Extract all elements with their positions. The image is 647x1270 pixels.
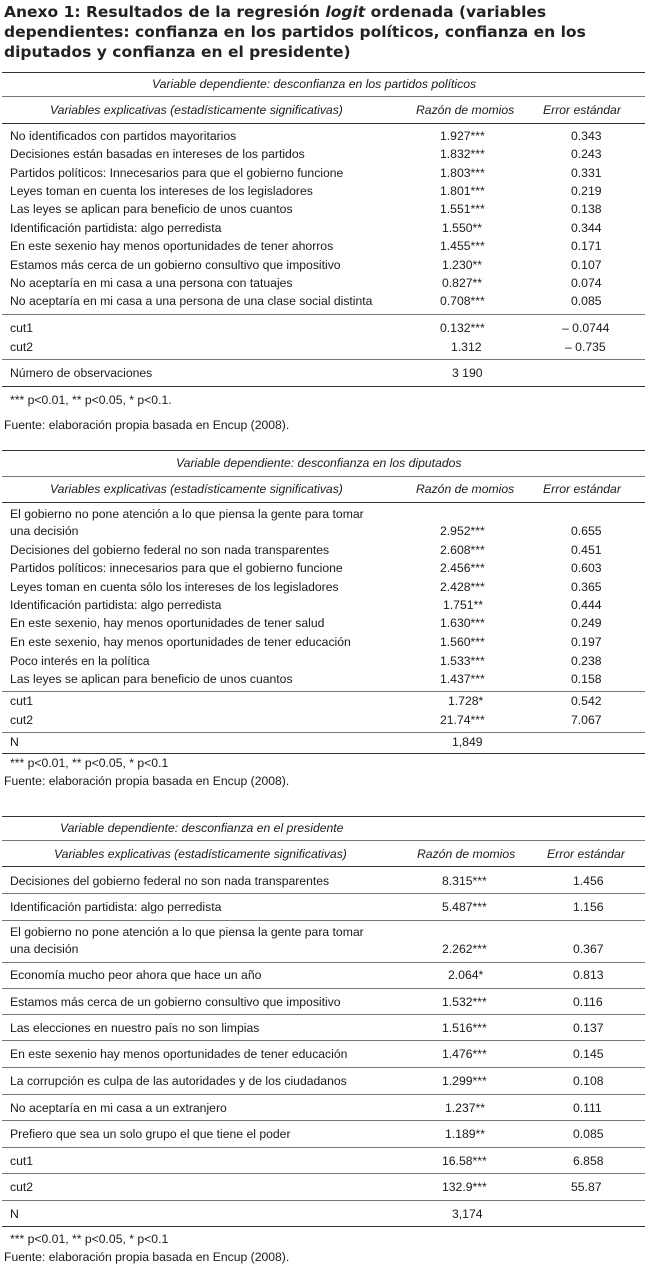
source-note: Fuente: elaboración propia basada en Encup (2008). <box>4 418 290 432</box>
col-header-odds: Razón de momios <box>416 482 515 496</box>
table-caption: Variable dependiente: desconfianza en los partidos políticos <box>152 77 477 91</box>
col-header-se: Error estándar <box>547 847 625 861</box>
annex-title <box>4 2 644 62</box>
col-header-odds: Razón de momios <box>417 847 516 861</box>
significance-note: *** p<0.01, ** p<0.05, * p<0.1 <box>10 1232 169 1246</box>
col-header-odds: Razón de momios <box>416 103 515 117</box>
table-caption: Variable dependiente: desconfianza en el presidente <box>60 821 344 835</box>
title-italic: logit <box>325 3 366 21</box>
page: Anexo 1: Resultados de la regresión logit ordenada (variables dependientes: confianza en los partidos políticos, confianza en los diputados y confianza en el presidente) Variable dependiente: desconfianza en los partidos políticos Variables explicativas (estadísticamente significativas) Razón de momios Error estándar No identificados con partidos mayoritarios 1.927*** 0.343 Decisiones están basadas en intereses de los partidos 1.832*** 0.243 Partidos políticos: Innecesarios para que el gobierno funcione 1.803*** 0.331 Leyes toman en cuenta los intereses de los legisladores 1.801*** 0.219 Las leyes se aplican para beneficio de unos cuantos 1.551*** 0.138 Identificación partidista: algo perredista 1.550** 0.344 En este sexenio hay menos oportunidades de tener ahorros 1.455*** 0.171 Estamos más cerca de un gobierno consultivo que impositivo 1.230** 0.107 No aceptaría en mi casa a una persona con tatuajes 0.827** 0.074 No aceptaría en mi casa a una persona de una clase social distinta 0.708*** 0.085 cut1 0.132*** – 0.0744 cut2 1.312 – 0.735 Número de observaciones 3 190 *** p<0.01, ** p<0.05, * p<0.1. Fuente: elaboración propia basada en Encup (2008). Variable dependiente: desconfianza en los diputados Variables explicativas (estadísticamente significativas) Razón de momios Error estándar El gobierno no pone atención a lo que piensa la gente para tomar una decisión 2.952*** 0.655 Decisiones del gobierno federal no son nada transparentes 2.608*** 0.451 Partidos políticos: innecesarios para que el gobierno funcione 2.456*** 0.603 Leyes toman en cuenta sólo los intereses de los legisladores 2.428*** 0.365 Identificación partidista: algo perredista 1.751** 0.444 En este sexenio, hay menos oportunidades de tener salud 1.630*** 0.249 En este sexenio, hay menos oportunidades de tener educación 1.560*** 0.197 Poco interés en la política 1.533*** 0.238 Las leyes se aplican para beneficio de unos cuantos 1.437*** 0.158 cut1 1.728* 0.542 cut2 21.74*** 7.067 N 1,849 *** p<0.01, ** p<0.05, * p<0.1 Fuente: elaboración propia basada en Encup (2008). Variable dependiente: desconfianza en el presidente Variables explicativas (estadísticamente significativas) Razón de momios Error estándar Decisiones del gobierno federal no son nada transparentes 8.315*** 1.456 Identificación partidista: algo perredista 5.487*** 1.156 El gobierno no pone atención a lo que piensa la gente para tomar una decisión 2.262*** 0.367 Economía mucho peor ahora que hace un año 2.064* 0.813 Estamos más cerca de un gobierno consultivo que impositivo 1.532*** 0.116 Las elecciones en nuestro país no son limpias 1.516*** 0.137 En este sexenio hay menos oportunidades de tener educación 1.476*** 0.145 La corrupción es culpa de las autoridades y de los ciudadanos 1.299*** 0.108 No aceptaría en mi casa a un extranjero 1.237** 0.111 Prefiero que sea un solo grupo el que tiene el poder 1.189** 0.085 cut1 16.58*** 6.858 cut2 132.9*** 55.87 N 3,174 *** p<0.01, ** p<0.05, * p<0.1 Fuente: elaboración propia basada en Encup (2008). <box>0 0 647 1270</box>
col-header-se: Error estándar <box>543 103 621 117</box>
source-note: Fuente: elaboración propia basada en Encup (2008). <box>4 774 290 788</box>
table-caption: Variable dependiente: desconfianza en los diputados <box>176 456 462 470</box>
col-header-variables: Variables explicativas (estadísticamente significativas) <box>50 103 343 117</box>
source-note: Fuente: elaboración propia basada en Encup (2008). <box>4 1250 290 1264</box>
col-header-se: Error estándar <box>543 482 621 496</box>
significance-note: *** p<0.01, ** p<0.05, * p<0.1. <box>10 393 172 407</box>
title-prefix: Anexo 1: Resultados de la regresión <box>4 3 326 21</box>
col-header-variables: Variables explicativas (estadísticamente significativas) <box>54 847 347 861</box>
significance-note: *** p<0.01, ** p<0.05, * p<0.1 <box>10 756 169 770</box>
col-header-variables: Variables explicativas (estadísticamente significativas) <box>50 482 343 496</box>
title-suffix: ordenada (variables dependientes: confianza en los partidos políticos, confianza en los diputados y confianza en el presidente) <box>4 3 586 61</box>
